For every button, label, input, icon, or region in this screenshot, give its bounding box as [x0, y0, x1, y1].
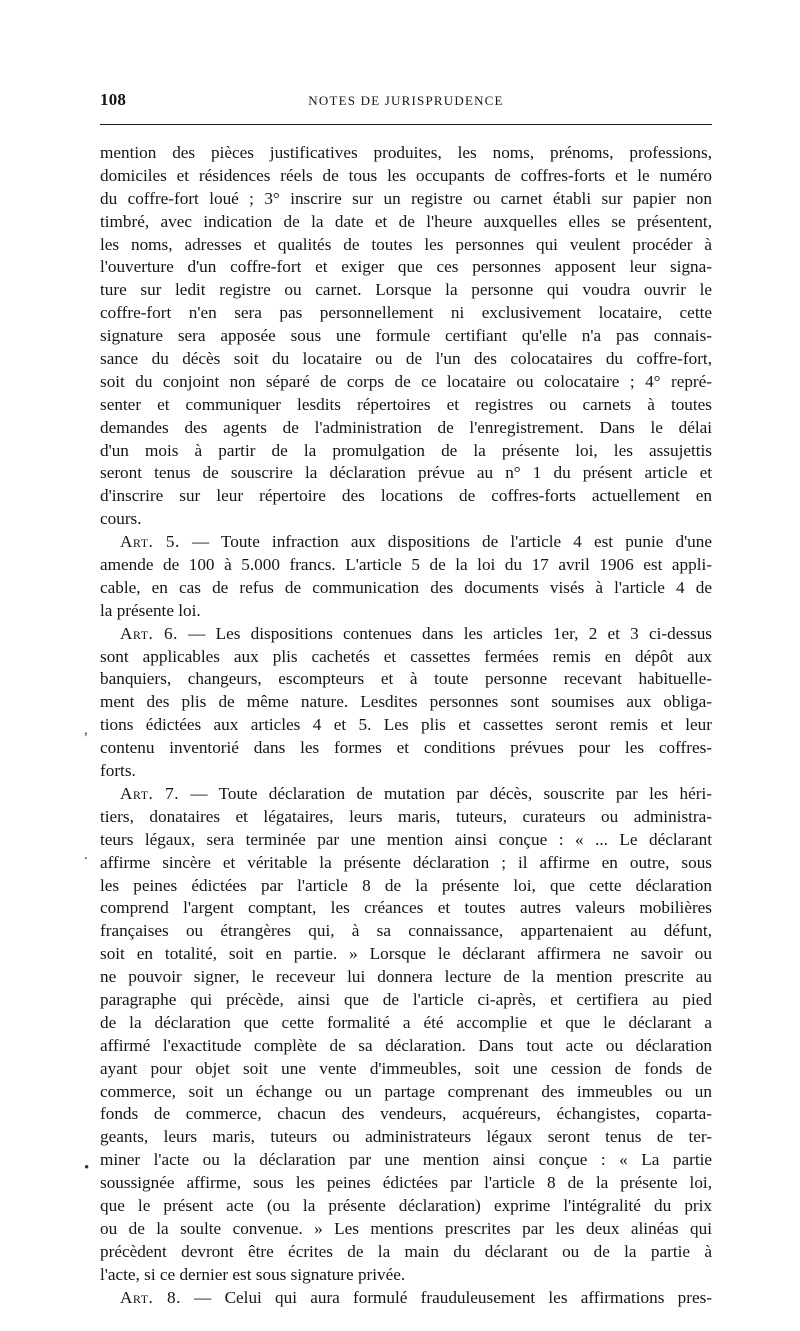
page-header — [100, 90, 712, 112]
line-text: du coffre-fort loué ; 3° inscrire sur un registre ou carnet établi sur papier non — [100, 188, 712, 208]
line-text: amende de 100 à 5.000 francs. L'article 5 de la loi du 17 avril 1906 est appli- — [100, 555, 712, 575]
line-text: demandes des agents de l'administration de l'enregistrement. Dans le délai — [100, 417, 712, 437]
text-line — [100, 623, 712, 646]
text-line — [100, 1218, 712, 1241]
line-text: ou de la soulte convenue. » Les mentions prescrites par les deux alinéas qui — [100, 1218, 712, 1238]
text-line — [100, 1264, 712, 1287]
line-text: tiers, donataires et légataires, leurs maris, tuteurs, curateurs ou administra- — [100, 806, 712, 826]
text-line — [100, 531, 712, 554]
line-text: — Celui qui aura formulé frauduleusement les affirmations pres- — [180, 1287, 712, 1307]
text-line — [100, 1287, 712, 1310]
text-line — [100, 714, 712, 737]
text-line — [100, 897, 712, 920]
page-number: 108 — [100, 90, 127, 109]
text-line — [100, 1058, 712, 1081]
text-line — [100, 440, 712, 463]
running-head: NOTES DE JURISPRUDENCE — [308, 93, 504, 108]
line-text: — Les dispositions contenues dans les articles 1er, 2 et 3 ci-dessus — [177, 623, 712, 643]
line-text: ture sur ledit registre ou carnet. Lorsque la personne qui voudra ouvrir le — [100, 280, 712, 300]
line-text: banquiers, changeurs, escompteurs et à toute personne recevant habituelle- — [100, 669, 712, 689]
line-text: que le présent acte (ou la présente déclaration) exprime l'intégralité du prix — [100, 1195, 712, 1215]
line-text: comprend l'argent comptant, les créances et toutes autres valeurs mobilières — [100, 898, 712, 918]
line-text: geants, leurs maris, tuteurs ou administrateurs légaux seront tenus de ter- — [100, 1127, 712, 1147]
line-text: soit du conjoint non séparé de corps de ce locataire ou colocataire ; 4° repré- — [100, 371, 712, 391]
line-text: la présente loi. — [100, 600, 201, 620]
line-text: — Toute infraction aux dispositions de l'article 4 est punie d'une — [179, 532, 712, 552]
line-text: l'ouverture d'un coffre-fort et exiger que ces personnes apposent leur signa- — [100, 257, 712, 277]
text-line — [100, 966, 712, 989]
text-line — [100, 462, 712, 485]
line-text: seront tenus de souscrire la déclaration prévue au n° 1 du présent article et — [100, 463, 712, 483]
text-line — [100, 852, 712, 875]
text-line — [100, 554, 712, 577]
article-label: Art. 7. — [120, 783, 180, 803]
text-line — [100, 875, 712, 898]
text-line — [100, 783, 712, 806]
line-text: cours. — [100, 509, 142, 529]
text-line — [100, 668, 712, 691]
text-line — [100, 165, 712, 188]
line-text: sance du décès soit du locataire ou de l'un des colocataires du coffre-fort, — [100, 349, 712, 369]
margin-mark: , — [84, 722, 88, 738]
line-text: mention des pièces justificatives produites, les noms, prénoms, professions, — [100, 143, 712, 162]
text-line — [100, 989, 712, 1012]
text-line — [100, 577, 712, 600]
line-text: tions édictées aux articles 4 et 5. Les plis et cassettes seront remis et leur — [100, 715, 712, 735]
line-text: affirme sincère et véritable la présente déclaration ; il affirme en outre, sous — [100, 852, 712, 872]
article-label: Art. 5. — [120, 532, 180, 552]
text-line — [100, 943, 712, 966]
text-line — [100, 417, 712, 440]
text-line — [100, 211, 712, 234]
text-line — [100, 256, 712, 279]
text-line — [100, 1195, 712, 1218]
line-text: cable, en cas de refus de communication des documents visés à l'article 4 de — [100, 577, 712, 597]
line-text: commerce, soit un échange ou un partage comprenant des immeubles ou un — [100, 1081, 712, 1101]
line-text: d'un mois à partir de la promulgation de la présente loi, les assujettis — [100, 440, 712, 460]
text-line — [100, 760, 712, 783]
header-rule — [100, 124, 712, 125]
text-line — [100, 600, 712, 623]
text-line — [100, 325, 712, 348]
line-text: paragraphe qui précède, ainsi que de l'article ci-après, et certifiera au pied — [100, 989, 712, 1009]
text-line — [100, 302, 712, 325]
article-label: Art. 8. — [120, 1287, 181, 1307]
line-text: contenu inventorié dans les formes et conditions prévues pour les coffres- — [100, 738, 712, 758]
text-line — [100, 737, 712, 760]
text-line — [100, 1172, 712, 1195]
line-text: fonds de commerce, chacun des vendeurs, acquéreurs, échangistes, coparta- — [100, 1104, 712, 1124]
line-text: soit en totalité, soit en partie. » Lorsque le déclarant affirmera ne savoir ou — [100, 944, 712, 964]
text-line — [100, 1012, 712, 1035]
text-line — [100, 1126, 712, 1149]
text-line — [100, 142, 712, 165]
text-line — [100, 371, 712, 394]
line-text: signature sera apposée sous une formule certifiant qu'elle n'a pas connais- — [100, 326, 712, 346]
text-line — [100, 279, 712, 302]
line-text: de la déclaration que cette formalité a été accomplie et que le déclarant a — [100, 1012, 712, 1032]
line-text: sont applicables aux plis cachetés et cassettes fermées remis en dépôt aux — [100, 646, 712, 666]
text-line — [100, 508, 712, 531]
line-text: ayant pour objet soit une vente d'immeubles, soit une cession de fonds de — [100, 1058, 712, 1078]
line-text: forts. — [100, 761, 136, 781]
text-line — [100, 691, 712, 714]
line-text: d'inscrire sur leur répertoire des locations de coffres-forts actuellement en — [100, 486, 712, 506]
text-line — [100, 188, 712, 211]
text-line — [100, 920, 712, 943]
article-label: Art. 6. — [120, 623, 178, 643]
text-line — [100, 1035, 712, 1058]
margin-mark: • — [84, 1160, 90, 1176]
line-text: soussignée affirme, sous les peines édictées par l'article 8 de la présente loi, — [100, 1173, 712, 1193]
body-text — [100, 142, 712, 1309]
line-text: françaises ou étrangères qui, à sa connaissance, appartenaient au défunt, — [100, 921, 712, 941]
line-text: domiciles et résidences réels de tous les occupants de coffres-forts et le numéro — [100, 165, 712, 185]
line-text: timbré, avec indication de la date et de l'heure auxquelles elles se présentent, — [100, 211, 712, 231]
line-text: ne pouvoir signer, le receveur lui donnera lecture de la mention prescrite au — [100, 967, 712, 987]
line-text: affirmé l'exactitude complète de sa déclaration. Dans tout acte ou déclaration — [100, 1035, 712, 1055]
margin-mark: . — [84, 847, 88, 863]
text-line — [100, 234, 712, 257]
line-text: miner l'acte ou la déclaration par une mention ainsi conçue : « La partie — [100, 1150, 712, 1170]
text-line — [100, 485, 712, 508]
line-text: précèdent devront être écrites de la main du déclarant ou de la partie à — [100, 1241, 712, 1261]
text-line — [100, 1241, 712, 1264]
line-text: ment des plis de même nature. Lesdites personnes sont soumises aux obliga- — [100, 692, 712, 712]
line-text: teurs légaux, sera terminée par une mention ainsi conçue : « ... Le déclarant — [100, 829, 712, 849]
text-line — [100, 829, 712, 852]
line-text: — Toute déclaration de mutation par décès, souscrite par les héri- — [179, 783, 712, 803]
line-text: l'acte, si ce dernier est sous signature privée. — [100, 1264, 406, 1284]
line-text: les noms, adresses et qualités de toutes les personnes qui veulent procéder à — [100, 234, 712, 254]
text-line — [100, 646, 712, 669]
text-line — [100, 806, 712, 829]
text-line — [100, 1103, 712, 1126]
text-line — [100, 394, 712, 417]
text-line — [100, 348, 712, 371]
text-line — [100, 1081, 712, 1104]
line-text: senter et communiquer lesdits répertoires et registres ou carnets à toutes — [100, 394, 712, 414]
line-text: les peines édictées par l'article 8 de la présente loi, que cette déclaration — [100, 875, 712, 895]
line-text: coffre-fort n'en sera pas personnellement ni exclusivement locataire, cette — [100, 303, 712, 323]
text-line — [100, 1149, 712, 1172]
